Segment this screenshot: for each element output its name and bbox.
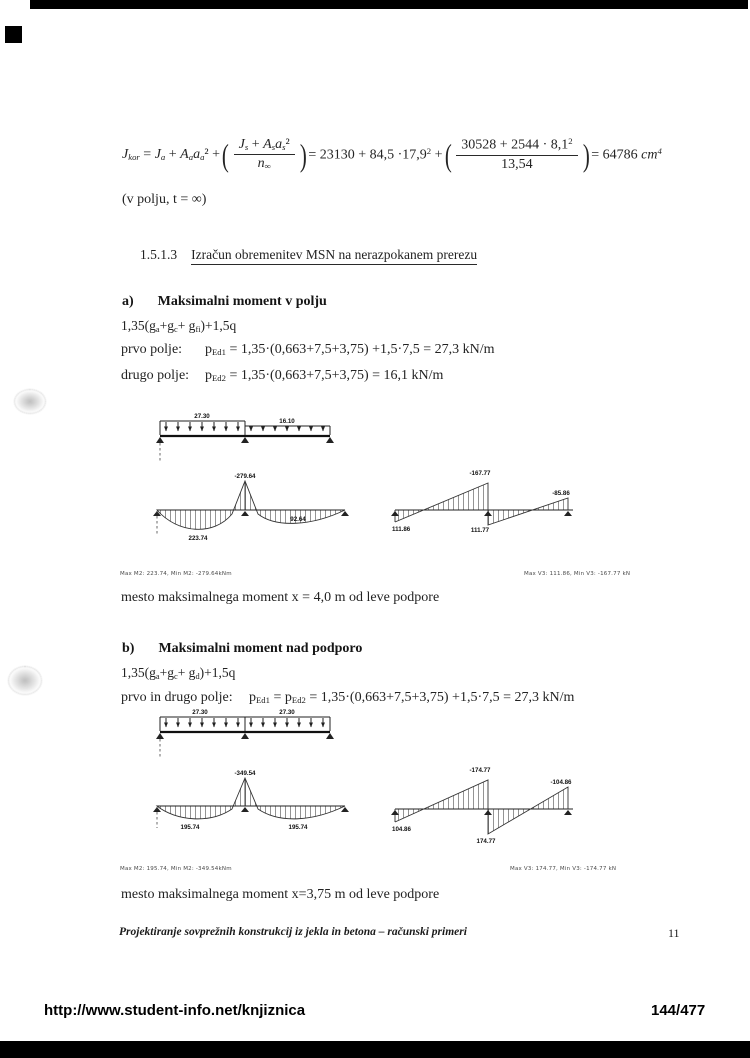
formula-middle: = $23130 + 84,5 \cdot 17,9^2$ + (308, 146, 443, 163)
section-title: Izračun obremenitev MSN na nerazpokanem prerezu (191, 247, 477, 265)
shear-left-value: 104.86 (392, 826, 411, 833)
support-right-icon (326, 437, 334, 443)
load-span-1 (160, 421, 245, 435)
paren-close: ) (582, 136, 590, 173)
page-indicator: 144/477 (651, 1002, 706, 1019)
case-equation: $p_{Ed2} = 1,35\cdot(0,663+7,5+3,75) = 16,1$ kN/m (205, 368, 444, 384)
moment-curve (157, 481, 345, 529)
section-heading (140, 247, 477, 265)
moment-span1-value: 195.74 (180, 824, 200, 831)
load-value-span2: 27.30 (279, 709, 295, 716)
formula-note: (v polju, t = ∞) (122, 192, 207, 207)
part-b-heading (122, 640, 362, 658)
case-label: prvo in drugo polje: (121, 690, 233, 705)
shear-right-value: -104.86 (550, 779, 572, 786)
part-b-load-combination: $1,35(g_a+g_c+ g_d)+1,5q$ (121, 665, 236, 682)
fraction-2 (456, 136, 577, 174)
paren-open: ( (444, 136, 452, 173)
diagram-b-shear (391, 756, 616, 864)
support-middle-icon (241, 437, 249, 443)
stamp-mark (14, 389, 46, 414)
support-middle-icon (241, 511, 249, 516)
part-b-title: Maksimalni moment nad podporo (158, 641, 363, 656)
source-url: http://www.student-info.net/knjiznica (44, 1002, 306, 1019)
diagram-a-moment-caption: Max M2: 223.74, Min M2: -279.64kNm (120, 571, 232, 577)
formula-lhs: $J_{kor} = J_a + A_aa_a^2$ + (122, 146, 221, 163)
shear-left-value: 111.86 (392, 526, 411, 533)
scan-artifact-bottom-bar (0, 1041, 750, 1058)
support-right-icon (564, 511, 572, 516)
case-equation: $p_{Ed1} = p_{Ed2} = 1,35\cdot(0,663+7,5+3,75) +1,5\cdot 7,5 = 27,3$ kN/m (249, 690, 575, 706)
fraction-2-denominator: 13,54 (501, 157, 533, 173)
footer-page-number: 11 (668, 926, 680, 940)
part-a-case-2 (121, 367, 443, 385)
paren-close: ) (299, 136, 307, 173)
part-a-heading (122, 293, 327, 311)
moment-span2-value: 92.64 (290, 516, 306, 523)
moment-span1-value: 223.74 (188, 535, 208, 542)
part-a-note: mesto maksimalnega moment x = 4,0 m od leve podpore (121, 590, 440, 605)
support-right-icon (564, 810, 572, 815)
load-full-span (160, 717, 330, 731)
shear-support-top-value: -167.77 (469, 470, 491, 477)
case-label: drugo polje: (121, 368, 190, 383)
scan-artifact-top-bar (30, 0, 748, 9)
part-b-note: mesto maksimalnega moment x=3,75 m od leve podpore (121, 887, 440, 902)
moment-curve (157, 778, 345, 819)
case-label: prvo polje: (121, 342, 183, 357)
load-value-span2: 16.10 (279, 418, 295, 425)
part-b-label: b) (122, 641, 135, 656)
diagram-a-moment (148, 458, 353, 558)
diagram-b-moment-caption: Max M2: 195.74, Min M2: -349.54kNm (120, 866, 232, 872)
diagram-a-shear-caption: Max V3: 111.86, Min V3: -167.77 kN (524, 571, 631, 577)
moment-span2-value: 195.74 (288, 824, 308, 831)
support-left-icon (156, 437, 164, 443)
shear-support-bottom-value: 174.77 (476, 838, 496, 845)
shear-support-top-value: -174.77 (469, 767, 491, 774)
paren-open: ( (221, 136, 229, 173)
moment-support-value: -279.64 (234, 473, 256, 480)
diagram-b-shear-caption: Max V3: 174.77, Min V3: -174.77 kN (510, 866, 617, 872)
diagram-a-load (152, 406, 352, 464)
part-a-label: a) (122, 294, 134, 309)
support-right-icon (326, 733, 334, 739)
support-middle-icon (241, 733, 249, 739)
footer-title: Projektiranje sovprežnih konstrukcij iz jekla in betona – računski primeri (119, 926, 467, 938)
fraction-1-denominator: $n_\infty$ (257, 156, 271, 172)
load-value-span1: 27.30 (194, 413, 210, 420)
case-equation: $p_{Ed1} = 1,35\cdot(0,663+7,5+3,75) +1,5\cdot 7,5 = 27,3$ kN/m (205, 342, 495, 358)
formula-jkor (122, 136, 662, 174)
scan-artifact-corner-square (5, 26, 22, 43)
moment-support-value: -349.54 (234, 770, 256, 777)
support-left-icon (156, 733, 164, 739)
section-number: 1.5.1.3 (140, 247, 178, 262)
load-value-span1: 27.30 (192, 709, 208, 716)
diagram-b-moment (148, 756, 353, 856)
shear-right-value: -85.86 (552, 490, 570, 497)
fraction-2-numerator: $30528 + 2544 \cdot 8,1^2$ (456, 136, 577, 156)
diagram-a-shear (391, 458, 616, 558)
fraction-1-numerator: $J_s + A_sa_s^2$ (234, 137, 295, 156)
formula-result: = 64786 $cm^4$ (591, 146, 662, 163)
load-span-2 (245, 426, 330, 435)
diagram-b-load (152, 702, 352, 760)
stamp-mark (8, 666, 42, 695)
part-a-load-combination: $1,35(g_a+g_c+ g_{fi})+1,5q$ (121, 318, 237, 335)
part-a-case-1 (121, 341, 495, 359)
fraction-1 (234, 137, 295, 174)
support-middle-icon (241, 807, 249, 812)
part-a-title: Maksimalni moment v polju (157, 294, 327, 309)
shear-support-bottom-value: 111.77 (470, 527, 490, 534)
